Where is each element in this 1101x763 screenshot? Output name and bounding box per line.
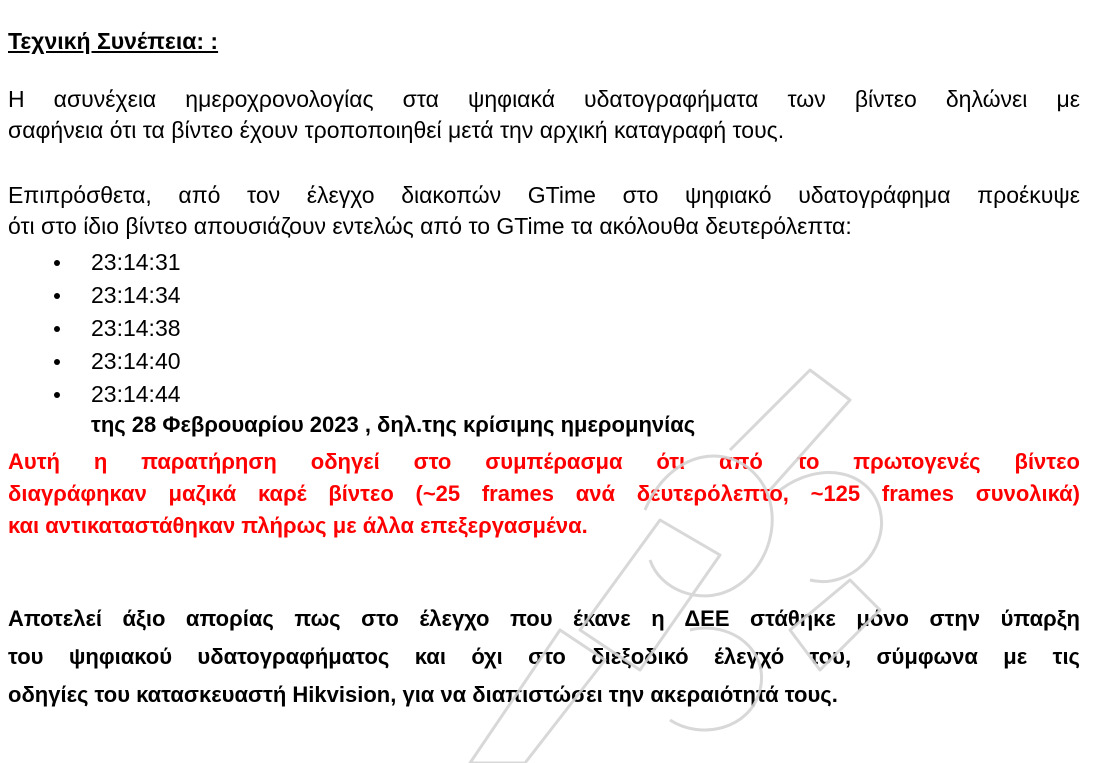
missing-second-value: 23:14:40 [91,348,181,374]
list-item [8,279,181,312]
section-heading: Τεχνική Συνέπεια: : [8,28,219,54]
paragraph-line: και αντικαταστάθηκαν πλήρως με άλλα επεξεργασμένα. [8,513,588,538]
bullet-icon [54,260,60,266]
paragraph-line: οδηγίες του κατασκευαστή Hikvision, για να διαπιστώσει την ακεραιότητά τους. [8,682,838,707]
list-item [8,312,181,345]
missing-second-value: 23:14:31 [91,249,181,275]
bullet-icon [54,326,60,332]
list-item [8,345,181,378]
red-conclusion-paragraph [8,446,1080,542]
list-item [8,246,181,279]
missing-seconds-list [8,246,181,411]
critical-date-note: της 28 Φεβρουαρίου 2023 , δηλ.της κρίσιμης ημερομηνίας [91,412,696,437]
missing-second-value: 23:14:34 [91,282,181,308]
bullet-icon [54,392,60,398]
list-item [8,378,181,411]
paragraph-line: Επιπρόσθετα, από τον έλεγχο διακοπών GTime στο ψηφιακό υδατογράφημα προέκυψε [8,182,1080,208]
paragraph-line: του ψηφιακού υδατογραφήματος και όχι στο διεξοδικό έλεγχό του, σύμφωνα με τις [8,644,1080,669]
paragraph-line: σαφήνεια ότι τα βίντεο έχουν τροποποιηθεί μετά την αρχική καταγραφή τους. [8,117,785,143]
paragraph-date-discontinuity [8,84,1080,146]
paragraph-line: διαγράφηκαν μαζικά καρέ βίντεο (~25 frames ανά δευτερόλεπτο, ~125 frames συνολικά) [8,481,1080,506]
missing-second-value: 23:14:38 [91,315,181,341]
paragraph-line: Η ασυνέχεια ημεροχρονολογίας στα ψηφιακά υδατογραφήματα των βίντεο δηλώνει με [8,86,1080,112]
paragraph-gtime-check [8,180,1080,242]
bullet-icon [54,359,60,365]
final-paragraph [8,600,1080,714]
bullet-icon [54,293,60,299]
missing-second-value: 23:14:44 [91,381,181,407]
paragraph-line: Αποτελεί άξιο απορίας πως στο έλεγχο που έκανε η ΔΕΕ στάθηκε μόνο στην ύπαρξη [8,606,1080,631]
paragraph-line: ότι στο ίδιο βίντεο απουσιάζουν εντελώς από το GTime τα ακόλουθα δευτερόλεπτα: [8,213,852,239]
document-page [8,0,1080,763]
paragraph-line: Αυτή η παρατήρηση οδηγεί στο συμπέρασμα ότι από το πρωτογενές βίντεο [8,449,1080,474]
